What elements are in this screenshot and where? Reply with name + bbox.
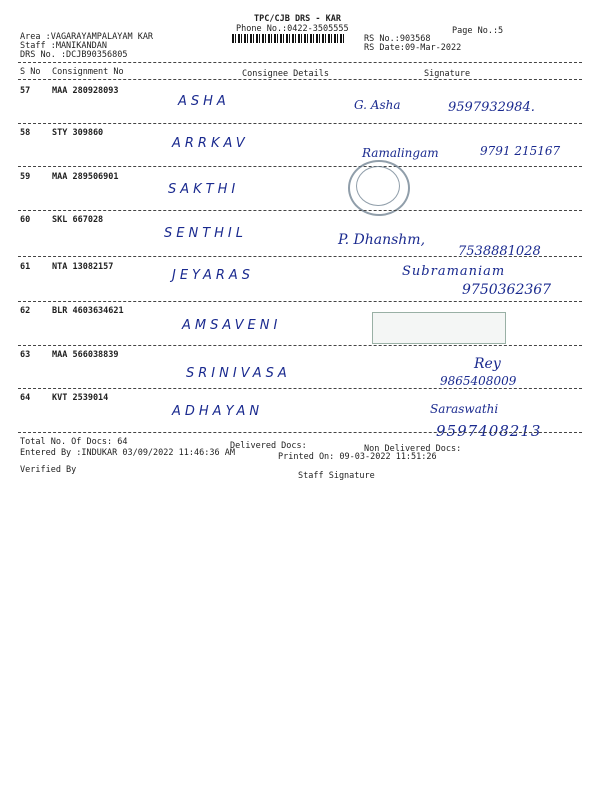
row-phone: 9791 215167 [480,144,561,158]
row-phone: 9750362367 [462,282,552,298]
row-consignment: MAA 566038839 [52,350,119,360]
row-consignee-name: ARRKAV [172,136,249,151]
row-consignee-name: ASHA [178,94,230,109]
column-signature: Signature [424,69,471,79]
row-signature: G. Asha [354,98,401,112]
row-phone: 9597408213 [436,422,542,440]
row-sno: 63 [20,350,31,360]
row-sno: 60 [20,215,31,225]
divider [18,123,582,124]
row-phone: 7538881028 [458,244,541,259]
staff-signature: Staff Signature [298,471,375,481]
divider [18,79,582,80]
row-consignee-name: SRINIVASA [186,366,291,381]
row-consignee-name: SAKTHI [168,182,240,197]
divider [18,345,582,346]
total-docs: Total No. Of Docs: 64 [20,437,128,447]
row-consignee-name: SENTHIL [164,226,247,241]
page-title: TPC/CJB DRS - KAR [254,14,341,24]
divider [18,166,582,167]
divider [18,388,582,389]
row-consignment: MAA 289506901 [52,172,119,182]
row-sno: 62 [20,306,31,316]
row-phone: 9865408009 [440,374,517,388]
row-consignment: SKL 667028 [52,215,104,225]
non-delivered-docs: Non Delivered Docs: [364,444,462,454]
column-sno: S No [20,67,41,77]
row-sno: 61 [20,262,31,272]
row-signature: Subramaniam [402,264,506,279]
row-signature: Rey [474,356,501,372]
column-consignee: Consignee Details [242,69,329,79]
divider [18,62,582,63]
row-phone: 9597932984. [448,100,535,115]
company-stamp [372,312,506,344]
column-consignment: Consignment No [52,67,124,77]
row-consignment: BLR 4603634621 [52,306,124,316]
phone-number: Phone No.:0422-3505555 [236,24,349,34]
row-sno: 64 [20,393,31,403]
row-consignee-name: ADHAYAN [172,404,264,419]
row-signature: P. Dhanshm, [338,232,426,248]
row-sno: 58 [20,128,31,138]
row-consignee-name: AMSAVENI [182,318,282,333]
divider [18,210,582,211]
staff-label: Staff :MANIKANDAN [20,41,107,51]
row-consignment: STY 309860 [52,128,104,138]
delivered-docs: Delivered Docs: [230,441,307,451]
round-stamp [356,166,400,206]
row-signature: Saraswathi [430,402,499,416]
drs-number: DRS No. :DCJB90356805 [20,50,128,60]
entered-by: Entered By :INDUKAR 03/09/2022 11:46:36 AM [20,448,235,458]
row-sno: 57 [20,86,31,96]
divider [18,301,582,302]
area-label: Area :VAGARAYAMPALAYAM KAR [20,32,154,42]
row-sno: 59 [20,172,31,182]
row-signature: Ramalingam [362,146,439,160]
verified-by: Verified By [20,465,77,475]
rs-number: RS No.:903568 [364,34,431,44]
printed-on: Printed On: 09-03-2022 11:51:26 [278,452,437,462]
row-consignee-name: JEYARAS [172,268,255,283]
row-consignment: MAA 280928093 [52,86,119,96]
barcode [232,34,344,43]
divider [18,256,582,257]
page-number: Page No.:5 [452,26,504,36]
divider [18,432,582,433]
row-consignment: NTA 13082157 [52,262,114,272]
rs-date: RS Date:09-Mar-2022 [364,43,462,53]
row-consignment: KVT 2539014 [52,393,109,403]
